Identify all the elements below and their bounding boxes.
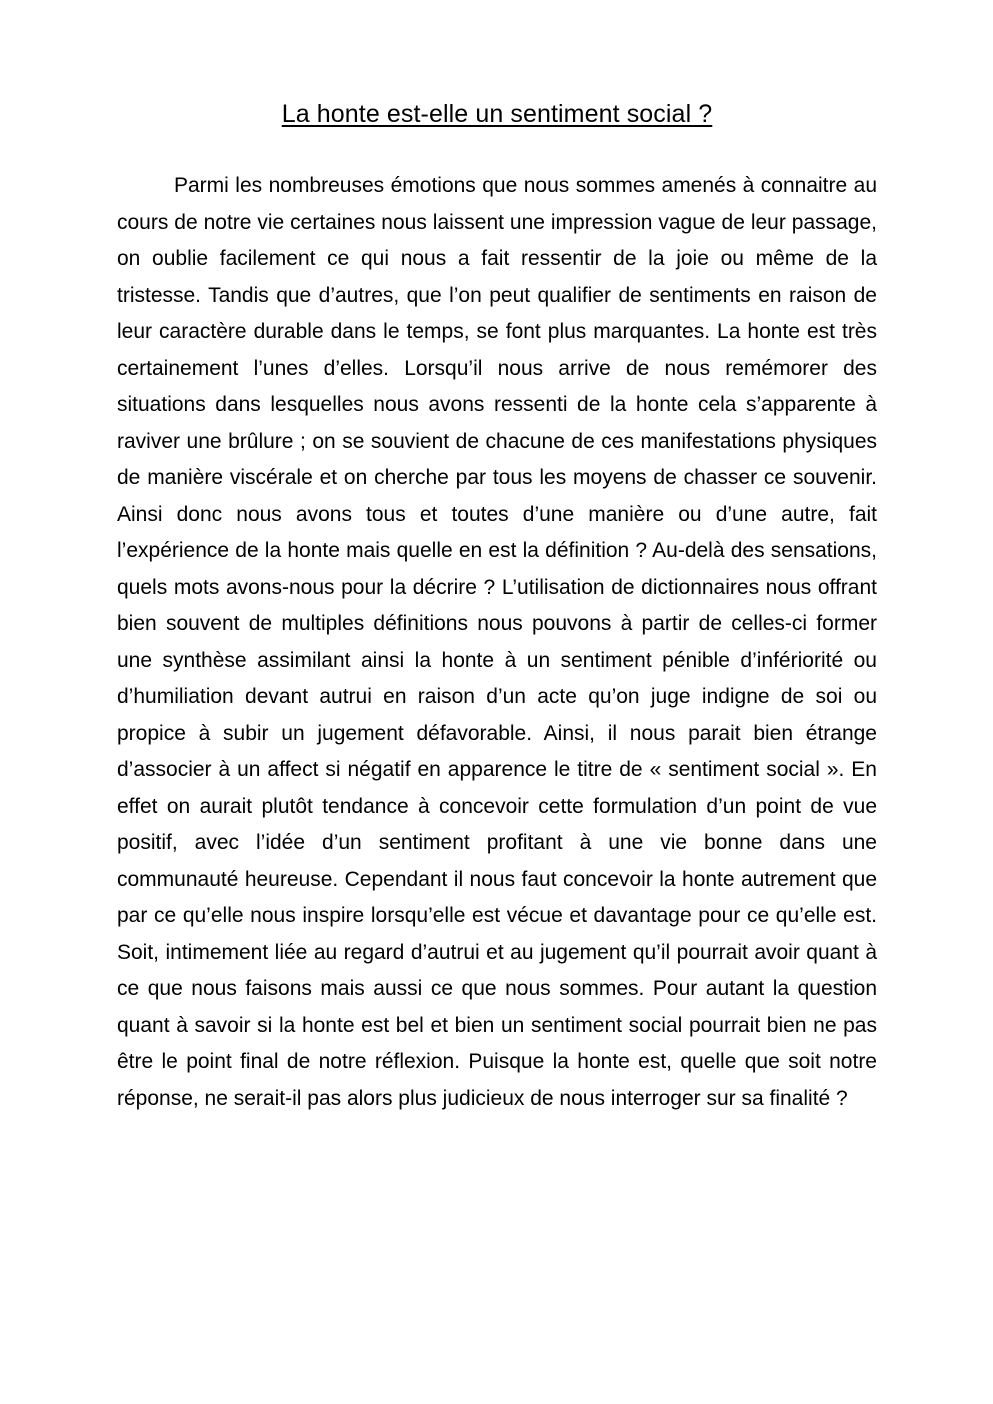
page-title-text: La honte est-elle un sentiment social ? bbox=[281, 100, 713, 128]
document-text-column bbox=[117, 96, 877, 1117]
page-title bbox=[117, 96, 877, 132]
body-paragraph: Parmi les nombreuses émotions que nous sommes amenés à connaitre au cours de notre vie certaines nous laissent une impression vague de leur passage, on oublie facilement ce qui nous a fait ressentir de la joie ou même de la tristesse. Tandis que d’autres, que l’on peut qualifier de sentiments en raison de leur caractère durable dans le temps, se font plus marquantes. La honte est très certainement l’unes d’elles. Lorsqu’il nous arrive de nous remémorer des situations dans lesquelles nous avons ressenti de la honte cela s’apparente à raviver une brûlure ; on se souvient de chacune de ces manifestations physiques de manière viscérale et on cherche par tous les moyens de chasser ce souvenir. Ainsi donc nous avons tous et toutes d’une manière ou d’une autre, fait l’expérience de la honte mais quelle en est la définition ? Au-delà des sensations, quels mots avons-nous pour la décrire ? L’utilisation de dictionnaires nous offrant bien souvent de multiples définitions nous pouvons à partir de celles-ci former une synthèse assimilant ainsi la honte à un sentiment pénible d’infériorité ou d’humiliation devant autrui en raison d’un acte qu’on juge indigne de soi ou propice à subir un jugement défavorable. Ainsi, il nous parait bien étrange d’associer à un affect si négatif en apparence le titre de « sentiment social ». En effet on aurait plutôt tendance à concevoir cette formulation d’un point de vue positif, avec l’idée d’un sentiment profitant à une vie bonne dans une communauté heureuse. Cependant il nous faut concevoir la honte autrement que par ce qu’elle nous inspire lorsqu’elle est vécue et davantage pour ce qu’elle est. Soit, intimement liée au regard d’autrui et au jugement qu’il pourrait avoir quant à ce que nous faisons mais aussi ce que nous sommes. Pour autant la question quant à savoir si la honte est bel et bien un sentiment social pourrait bien ne pas être le point final de notre réflexion. Puisque la honte est, quelle que soit notre réponse, ne serait-il pas alors plus judicieux de nous interroger sur sa finalité ? bbox=[117, 174, 877, 1110]
